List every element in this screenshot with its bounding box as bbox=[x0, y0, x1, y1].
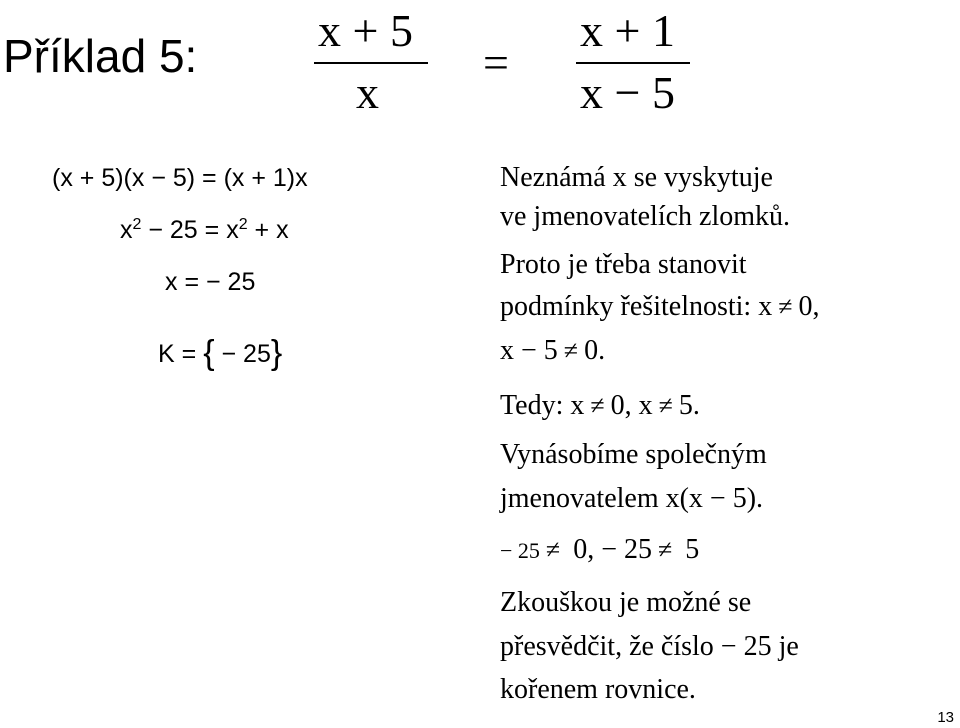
explanation-line-2: ve jmenovatelích zlomků. bbox=[500, 201, 791, 232]
multiply-line-1: Vynásobíme společným bbox=[500, 439, 767, 470]
page-title: Příklad 5: bbox=[3, 30, 198, 82]
check-line bbox=[500, 532, 699, 569]
condition-expr: x − 5 bbox=[500, 335, 558, 366]
brace-open: { bbox=[203, 334, 215, 372]
solution-set bbox=[158, 334, 283, 372]
tedy-middle: 0, x bbox=[610, 390, 653, 421]
conditions-value: 0, bbox=[798, 291, 820, 322]
left-denominator: x bbox=[356, 67, 379, 118]
step2-exponent-2: 2 bbox=[238, 216, 248, 233]
step2-middle: − 25 = x bbox=[141, 216, 239, 244]
step-line-2 bbox=[120, 215, 289, 249]
multiply-line-2: jmenovatelem x(x − 5). bbox=[500, 483, 764, 514]
explanation-line-4 bbox=[500, 289, 820, 325]
brace-close: } bbox=[270, 334, 283, 372]
not-equal-symbol: ≠ bbox=[590, 391, 605, 420]
step2-x: x bbox=[120, 216, 133, 244]
step-line-3: x = − 25 bbox=[165, 268, 256, 296]
solution-set-label: K = bbox=[158, 340, 197, 368]
condition-value: 0. bbox=[584, 335, 606, 366]
verification-line-2: přesvědčit, že číslo − 25 je bbox=[500, 631, 799, 662]
right-denominator: x − 5 bbox=[580, 67, 675, 118]
explanation-line-1: Neznámá x se vyskytuje bbox=[500, 162, 773, 193]
step2-exponent-1: 2 bbox=[132, 216, 142, 233]
left-numerator: x + 5 bbox=[318, 5, 413, 56]
conditions-summary bbox=[500, 388, 700, 424]
not-equal-symbol: ≠ bbox=[658, 535, 673, 564]
not-equal-symbol: ≠ bbox=[563, 336, 579, 365]
solution-set-value: − 25 bbox=[214, 340, 271, 368]
check-end: 5 bbox=[678, 534, 700, 565]
right-fraction-bar bbox=[576, 62, 690, 64]
step-line-1: (x + 5)(x − 5) = (x + 1)x bbox=[52, 164, 308, 192]
right-numerator: x + 1 bbox=[580, 5, 675, 56]
verification-line-1: Zkouškou je možné se bbox=[500, 587, 752, 618]
page-number: 13 bbox=[937, 709, 954, 726]
not-equal-symbol: ≠ bbox=[545, 535, 561, 564]
tedy-end: 5. bbox=[678, 390, 700, 421]
tedy-text: Tedy: x bbox=[500, 390, 585, 421]
explanation-line-3: Proto je třeba stanovit bbox=[500, 249, 747, 280]
main-equals: = bbox=[483, 37, 509, 88]
not-equal-symbol: ≠ bbox=[658, 391, 673, 420]
verification-line-3: kořenem rovnice. bbox=[500, 674, 696, 705]
check-value-1: − 25 bbox=[500, 538, 540, 563]
step2-end: + x bbox=[247, 216, 289, 244]
explanation-line-5 bbox=[500, 333, 605, 369]
left-fraction-bar bbox=[314, 62, 428, 64]
check-middle: 0, − 25 bbox=[566, 534, 652, 565]
not-equal-symbol: ≠ bbox=[778, 292, 793, 321]
conditions-text: podmínky řešitelnosti: x bbox=[500, 291, 773, 322]
